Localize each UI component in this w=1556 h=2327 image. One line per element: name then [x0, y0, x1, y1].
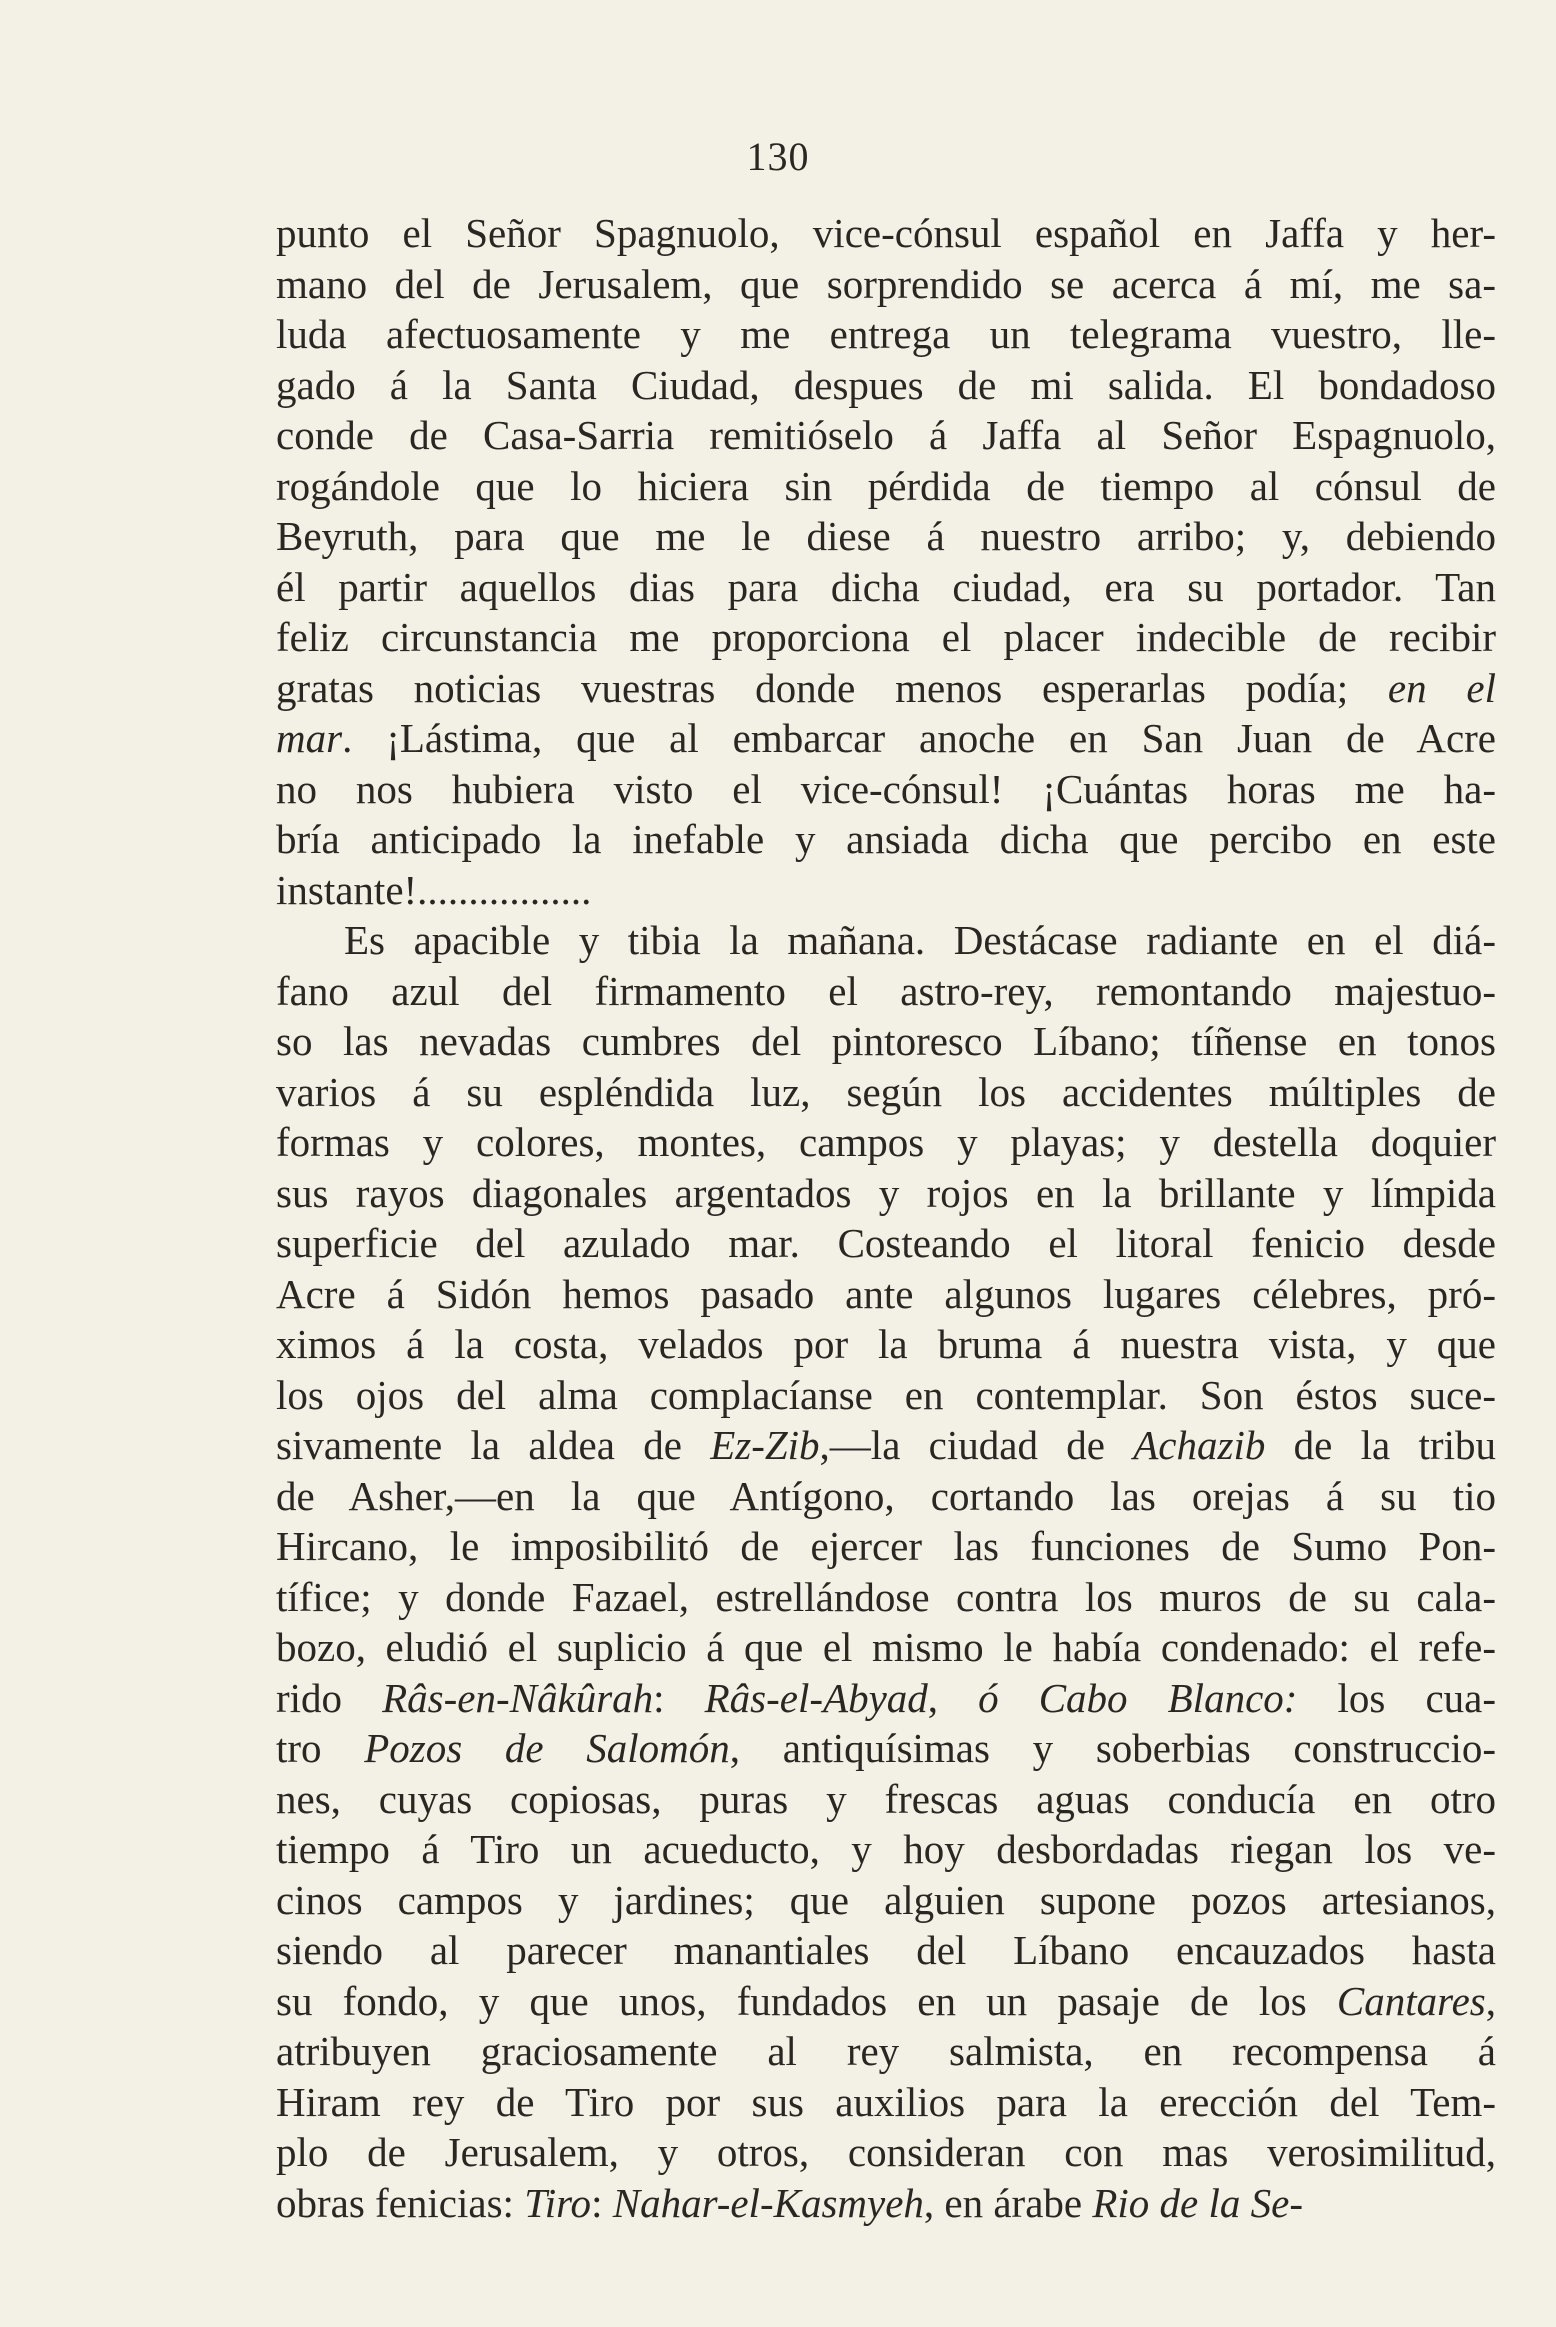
italic-text: Cantares — [1336, 1977, 1486, 2024]
body-text — [276, 208, 1496, 2228]
text-segment: atribuyen graciosamente al rey salmista, en recompensa á — [276, 2028, 1496, 2074]
text-line — [276, 2127, 1496, 2178]
text-line — [276, 663, 1496, 714]
text-segment: formas y colores, montes, campos y playas; y destella doquier — [276, 1119, 1496, 1165]
italic-text: mar — [276, 715, 343, 761]
text-segment: de la tribu — [1265, 1422, 1496, 1468]
text-line — [276, 1370, 1496, 1421]
text-line — [276, 1976, 1496, 2027]
text-segment: rogándole que lo hiciera sin pérdida de tiempo al cónsul de — [276, 462, 1496, 509]
italic-text: Achazib — [1133, 1422, 1266, 1468]
text-line — [276, 1067, 1496, 1118]
text-line — [276, 208, 1496, 259]
text-line — [276, 1117, 1496, 1168]
text-segment: : — [653, 1674, 705, 1721]
text-segment: Hiram rey de Tiro por sus auxilios para la erección del Tem- — [276, 2078, 1496, 2125]
text-segment: . ¡Lástima, que al embarcar anoche en San Juan de Acre — [342, 715, 1496, 761]
text-segment: Hircano, le imposibilitó de ejercer las funciones de Sumo Pon- — [276, 1523, 1496, 1569]
text-line — [276, 259, 1496, 310]
text-segment: instante!................. — [276, 866, 592, 913]
text-line — [276, 2077, 1496, 2128]
text-line — [276, 1420, 1496, 1471]
text-line — [276, 1218, 1496, 1269]
text-segment: tro — [276, 1725, 365, 1771]
italic-text: Ez-Zib — [710, 1422, 820, 1468]
text-segment: Acre á Sidón hemos pasado ante algunos lugares célebres, pró- — [276, 1270, 1496, 1317]
text-line — [276, 1168, 1496, 1219]
text-segment: Beyruth, para que me le diese á nuestro arribo; y, debiendo — [276, 513, 1496, 559]
text-segment: , en árabe — [923, 2179, 1093, 2226]
italic-text: Rio de la Se- — [1092, 2179, 1303, 2226]
text-line — [276, 1319, 1496, 1370]
italic-text: Râs-en-Nâkûrah — [382, 1674, 654, 1721]
text-segment: él partir aquellos dias para dicha ciudad, era su portador. Tan — [276, 563, 1496, 610]
text-line — [276, 360, 1496, 411]
text-segment: bozo, eludió el suplicio á que el mismo le había condenado: el refe- — [276, 1624, 1496, 1670]
text-segment: plo de Jerusalem, y otros, consideran con mas verosimilitud, — [276, 2129, 1496, 2175]
text-line — [276, 1875, 1496, 1926]
italic-text: Tiro — [524, 2179, 592, 2226]
text-line — [276, 1723, 1496, 1774]
text-segment: fano azul del firmamento el astro-rey, remontando majestuo- — [276, 967, 1496, 1014]
text-line — [276, 612, 1496, 663]
text-segment: ximos á la costa, velados por la bruma á nuestra vista, y que — [276, 1321, 1496, 1367]
text-segment: gratas noticias vuestras donde menos esperarlas podía; — [276, 664, 1388, 711]
italic-text: Pozos de Salomón — [364, 1725, 730, 1771]
text-segment: superficie del azulado mar. Costeando el litoral fenicio desde — [276, 1220, 1496, 1266]
text-segment: obras fenicias: — [276, 2179, 525, 2226]
text-segment: bría anticipado la inefable y ansiada dicha que percibo en este — [276, 816, 1496, 862]
text-line — [276, 562, 1496, 613]
text-line — [276, 1824, 1496, 1875]
text-segment: , — [1485, 1977, 1496, 2024]
text-line — [276, 1572, 1496, 1623]
text-segment: conde de Casa-Sarria remitióselo á Jaffa al Señor Espagnuolo, — [276, 412, 1496, 458]
text-line — [276, 1016, 1496, 1067]
text-segment: rido — [276, 1674, 383, 1721]
text-segment: mano del de Jerusalem, que sorprendido se acerca á mí, me sa- — [276, 260, 1496, 307]
text-segment: Es apacible y tibia la mañana. Destácase radiante en el diá- — [344, 917, 1496, 963]
text-line — [276, 1471, 1496, 1522]
text-segment: siendo al parecer manantiales del Líbano encauzados hasta — [276, 1927, 1496, 1973]
text-line — [276, 966, 1496, 1017]
text-segment: feliz circunstancia me proporciona el placer indecible de recibir — [276, 614, 1496, 660]
text-segment: de Asher,—en la que Antígono, cortando las orejas á su tio — [276, 1472, 1496, 1519]
italic-text: Nahar-el-Kasmyeh — [612, 2179, 924, 2226]
text-line — [276, 1622, 1496, 1673]
text-segment: cinos campos y jardines; que alguien supone pozos artesianos, — [276, 1876, 1496, 1923]
text-segment: nes, cuyas copiosas, puras y frescas aguas conducía en otro — [276, 1775, 1496, 1822]
text-segment: varios á su espléndida luz, según los accidentes múltiples de — [276, 1068, 1496, 1115]
text-line — [276, 915, 1496, 966]
text-line — [276, 1774, 1496, 1825]
text-line — [276, 1673, 1496, 1724]
text-line — [276, 2026, 1496, 2077]
text-line — [276, 814, 1496, 865]
text-segment: tífice; y donde Fazael, estrellándose contra los muros de su cala- — [276, 1573, 1496, 1620]
text-segment: gado á la Santa Ciudad, despues de mi salida. El bondadoso — [276, 361, 1496, 408]
text-segment: los ojos del alma complacíanse en contemplar. Son éstos suce- — [276, 1371, 1496, 1418]
text-segment: punto el Señor Spagnuolo, vice-cónsul español en Jaffa y her- — [276, 210, 1496, 256]
text-segment: : — [591, 2179, 613, 2226]
text-line — [276, 511, 1496, 562]
text-line — [276, 1269, 1496, 1320]
text-line — [276, 764, 1496, 815]
text-segment: sivamente la aldea de — [276, 1422, 711, 1468]
text-line — [276, 1925, 1496, 1976]
page-number: 130 — [746, 134, 810, 179]
italic-text: en el — [1387, 664, 1496, 711]
text-line — [276, 2178, 1496, 2229]
text-segment: sus rayos diagonales argentados y rojos en la brillante y límpida — [276, 1169, 1496, 1216]
text-line — [276, 461, 1496, 512]
text-line — [276, 410, 1496, 461]
text-segment: so las nevadas cumbres del pintoresco Líbano; tíñense en tonos — [276, 1018, 1496, 1064]
text-segment: los cua- — [1297, 1674, 1496, 1721]
italic-text: Râs-el-Abyad — [704, 1674, 928, 1721]
text-line — [276, 309, 1496, 360]
text-segment: , — [927, 1674, 979, 1721]
text-segment: su fondo, y que unos, fundados en un pasaje de los — [276, 1977, 1337, 2024]
text-line — [276, 1521, 1496, 1572]
text-segment: tiempo á Tiro un acueducto, y hoy desbordadas riegan los ve- — [276, 1826, 1496, 1872]
text-segment: , antiquísimas y soberbias construccio- — [729, 1725, 1496, 1771]
text-line — [276, 865, 1496, 916]
text-line — [276, 713, 1496, 764]
text-segment: no nos hubiera visto el vice-cónsul! ¡Cuántas horas me ha- — [276, 765, 1496, 812]
italic-text: ó Cabo Blanco: — [978, 1674, 1298, 1721]
text-segment: luda afectuosamente y me entrega un telegrama vuestro, lle- — [276, 311, 1496, 357]
text-segment: ,—la ciudad de — [819, 1422, 1134, 1468]
